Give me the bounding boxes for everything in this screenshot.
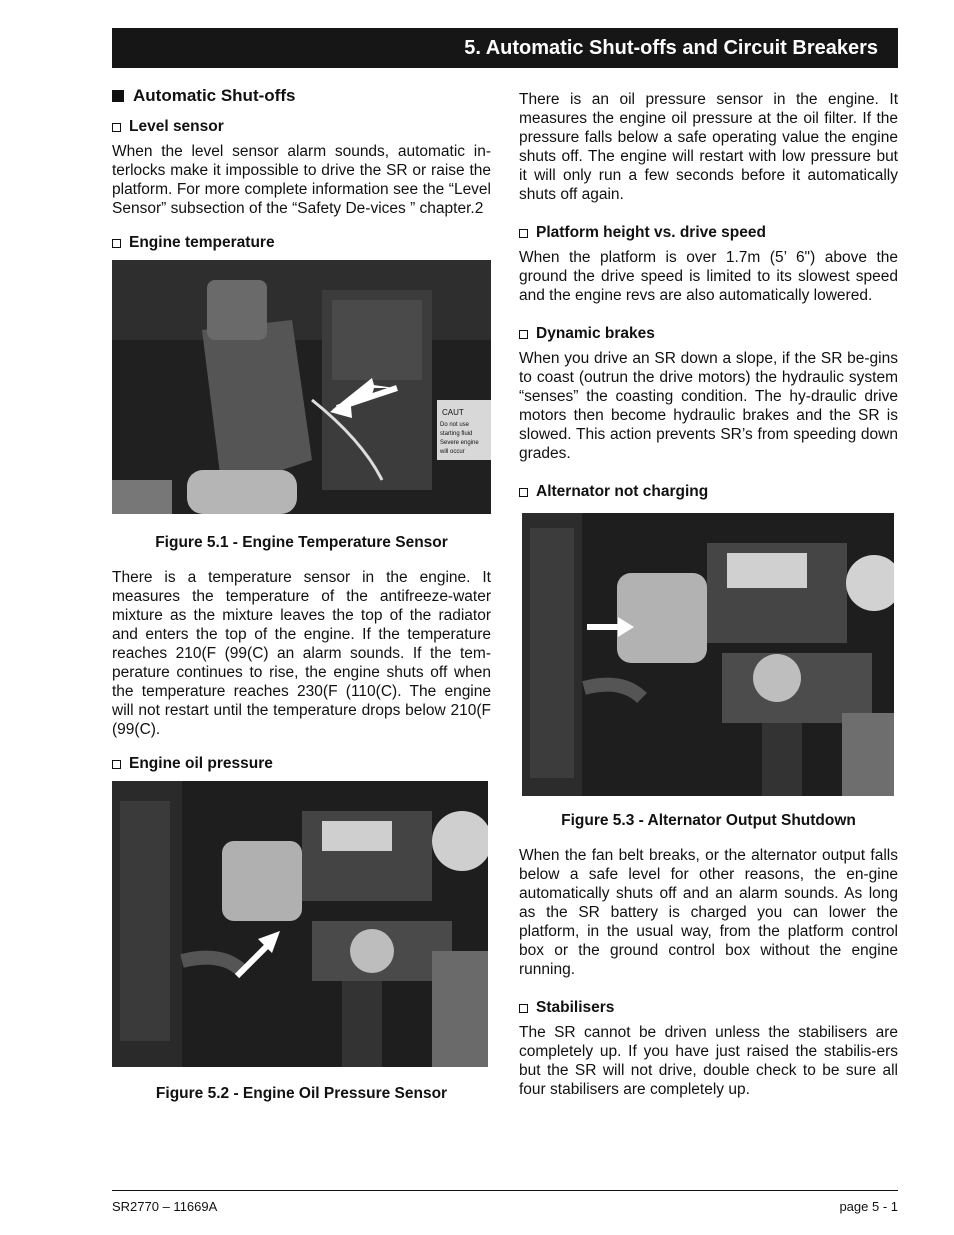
figure-caption-5-1: Figure 5.1 - Engine Temperature Sensor xyxy=(155,534,448,551)
svg-text:Do not use: Do not use xyxy=(440,422,470,428)
paragraph-alternator: When the fan belt breaks, or the alternator output falls below a safe level for other reasons, the en-gine automatically shuts off and an alarm sounds. As long as the SR battery is charged you can lower the platform, in the usual way, from the platform control box or the ground control box without the engine running. xyxy=(519,847,898,978)
right-column xyxy=(519,90,898,1115)
checkbox-square-icon xyxy=(519,330,528,339)
subheading-platform-height: Platform height vs. drive speed xyxy=(519,224,898,242)
checkbox-square-icon xyxy=(112,239,121,248)
figure-caption-5-2: Figure 5.2 - Engine Oil Pressure Sensor xyxy=(155,1085,448,1102)
footer-doc-id: SR2770 – 11669A xyxy=(112,1199,218,1214)
left-column xyxy=(112,86,491,1119)
checkbox-square-icon xyxy=(519,229,528,238)
chapter-title: 5. Automatic Shut-offs and Circuit Breakers xyxy=(464,36,878,59)
footer-rule xyxy=(112,1190,898,1191)
checkbox-square-icon xyxy=(519,1004,528,1013)
subheading-stabilisers: Stabilisers xyxy=(519,999,898,1017)
figure-engine-temperature-photo xyxy=(112,260,491,514)
subheading-engine-temperature: Engine temperature xyxy=(112,234,491,252)
paragraph-stabilisers: The SR cannot be driven unless the stabilisers are completely up. If you have just raised the stabilis-ers but the SR will not drive, double check to be sure all four stabilisers are completely up. xyxy=(519,1024,898,1098)
paragraph-dynamic-brakes: When you drive an SR down a slope, if the SR be-gins to coast (outrun the drive motors) the hydraulic system “senses” the coasting condition. The hy-draulic drive motors then become hydraulic brakes and the SR is slowed. This action prevents SR’s from speeding down grades. xyxy=(519,350,898,462)
subheading-dynamic-brakes: Dynamic brakes xyxy=(519,325,898,343)
svg-text:will occur: will occur xyxy=(440,449,465,455)
checkbox-square-icon xyxy=(112,760,121,769)
figure-engine-oil-pressure-photo xyxy=(112,781,488,1067)
checkbox-square-icon xyxy=(112,123,121,132)
section-heading: Automatic Shut-offs xyxy=(112,86,491,106)
chapter-header-bar xyxy=(112,28,898,68)
paragraph-level-sensor: When the level sensor alarm sounds, automatic in-terlocks make it impossible to drive the SR or raise the platform. For more complete information see the “Level Sensor” subsection of the “Safety De-vices ” chapter.2 xyxy=(112,143,491,217)
figure-caption-5-3: Figure 5.3 - Alternator Output Shutdown xyxy=(561,812,856,829)
svg-text:starting fluid: starting fluid xyxy=(440,431,473,437)
subheading-alternator: Alternator not charging xyxy=(519,483,898,501)
subheading-level-sensor: Level sensor xyxy=(112,118,491,136)
svg-text:Severe engine: Severe engine xyxy=(440,440,479,446)
paragraph-engine-temperature: There is a temperature sensor in the engine. It measures the temperature of the antifreeze-water mixture as the mixture leaves the top of the radiator and enters the top of the engine. If the temperature reaches 210(F (99(C) an alarm sounds. If the tem-perature continues to rise, the engine shuts off when the temperature reaches 230(F (110(C). The engine will not restart until the temperature drops below 210(F (99(C). xyxy=(112,569,491,738)
footer-page-number: page 5 - 1 xyxy=(839,1199,898,1214)
paragraph-platform-height: When the platform is over 1.7m (5’ 6") above the ground the drive speed is limited to its slowest speed and the engine revs are also automatically lowered. xyxy=(519,249,898,304)
paragraph-oil-pressure: There is an oil pressure sensor in the engine. It measures the engine oil pressure at the oil filter. If the pressure falls below a safe operating value the engine shuts off. The engine will restart with low pressure but it will only run a few seconds before it automatically shuts off again. xyxy=(519,91,898,203)
caution-label: CAUT xyxy=(442,408,464,417)
filled-square-icon xyxy=(112,90,124,102)
checkbox-square-icon xyxy=(519,488,528,497)
figure-alternator-photo xyxy=(522,513,894,796)
subheading-engine-oil-pressure: Engine oil pressure xyxy=(112,755,491,773)
